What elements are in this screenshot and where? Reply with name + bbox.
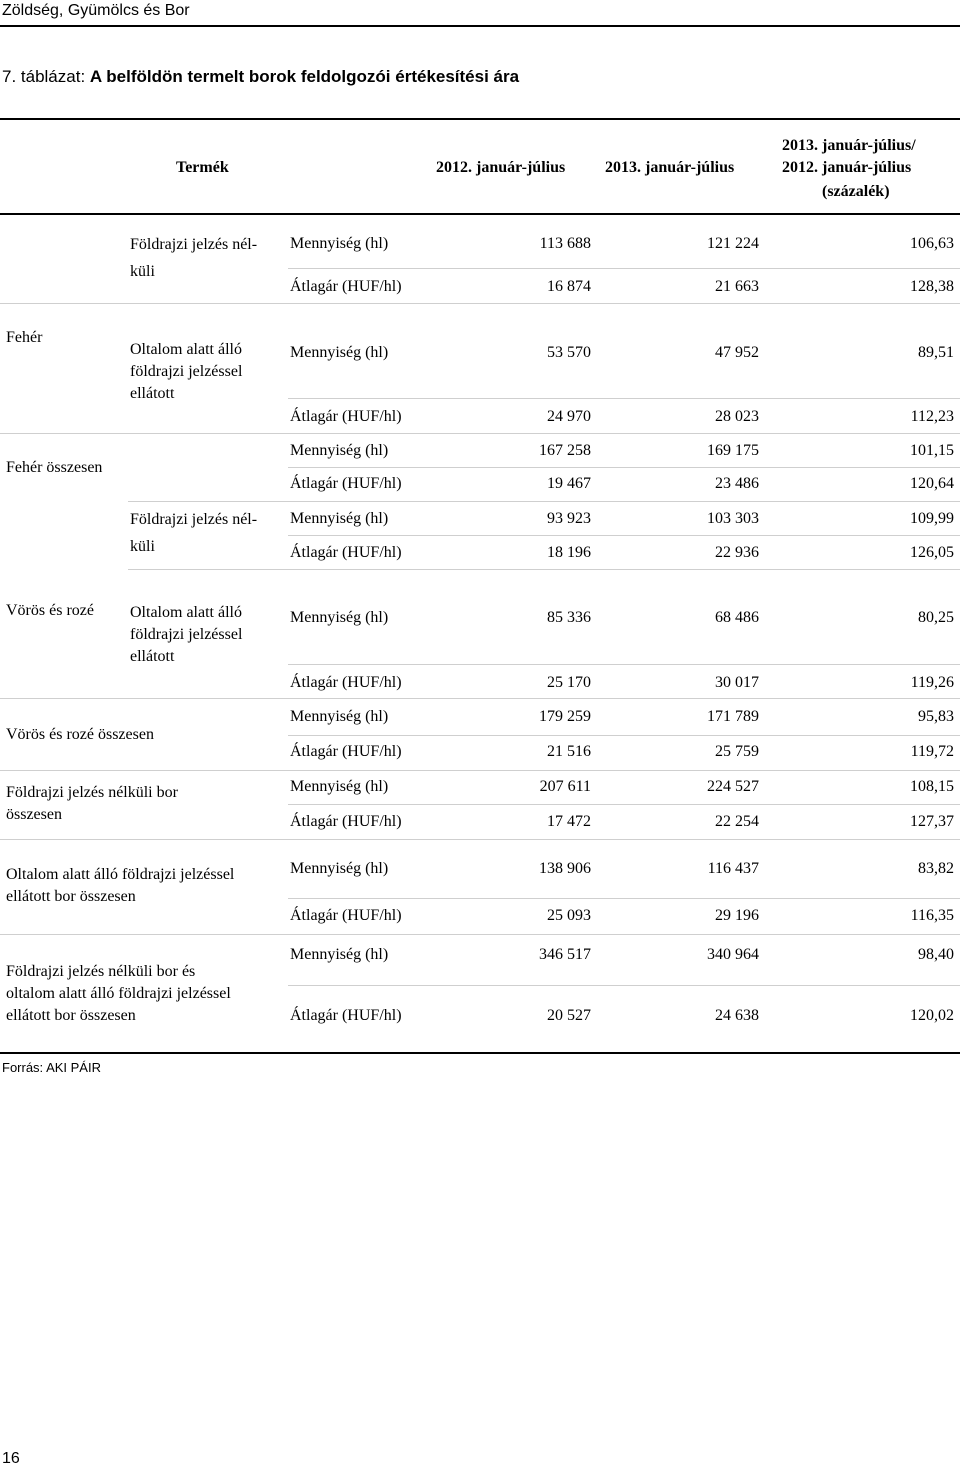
- measure-cell: Átlagár (HUF/hl): [290, 813, 402, 830]
- value-2013-cell: 121 224: [707, 235, 759, 252]
- label-fj-nelkuli-2a: Földrajzi jelzés nél-: [130, 511, 258, 528]
- page-number: 16: [2, 1450, 20, 1467]
- value-2012-cell: 93 923: [547, 510, 591, 527]
- label-oltalom-bor-osszesen-b: ellátott bor összesen: [6, 888, 136, 905]
- ratio-cell: 95,83: [918, 708, 954, 725]
- row-rule: [0, 303, 960, 304]
- label-oltalom-2b: földrajzi jelzéssel: [130, 626, 243, 643]
- ratio-cell: 119,72: [910, 743, 954, 760]
- table-top-rule: [0, 118, 960, 120]
- col-header-ratio-line2: 2012. január-július: [782, 159, 912, 176]
- measure-cell: Átlagár (HUF/hl): [290, 743, 402, 760]
- value-2013-cell: 22 254: [715, 813, 759, 830]
- label-fj-nelkuli-1b: küli: [130, 263, 155, 280]
- label-minden-osszesen-a: Földrajzi jelzés nélküli bor és: [6, 963, 196, 980]
- value-2012-cell: 20 527: [547, 1007, 591, 1024]
- measure-cell: Mennyiség (hl): [290, 235, 389, 252]
- ratio-cell: 83,82: [918, 860, 954, 877]
- table-title-prefix: 7. táblázat:: [2, 67, 90, 86]
- measure-cell: Átlagár (HUF/hl): [290, 907, 402, 924]
- label-oltalom-1c: ellátott: [130, 385, 175, 402]
- ratio-cell: 89,51: [918, 344, 954, 361]
- value-2012-cell: 25 170: [547, 674, 591, 691]
- label-fj-nelkuli-1a: Földrajzi jelzés nél-: [130, 236, 258, 253]
- value-2013-cell: 171 789: [707, 708, 759, 725]
- ratio-cell: 119,26: [910, 674, 954, 691]
- row-rule: [288, 735, 960, 736]
- value-2013-cell: 25 759: [715, 743, 759, 760]
- value-2012-cell: 16 874: [547, 278, 591, 295]
- measure-cell: Mennyiség (hl): [290, 442, 389, 459]
- label-fj-bor-osszesen-a: Földrajzi jelzés nélküli bor: [6, 784, 178, 801]
- col-header-ratio-line3: (százalék): [822, 183, 890, 200]
- ratio-cell: 120,02: [910, 1007, 954, 1024]
- row-rule: [128, 501, 960, 502]
- value-2013-cell: 23 486: [715, 475, 759, 492]
- value-2013-cell: 24 638: [715, 1007, 759, 1024]
- measure-cell: Átlagár (HUF/hl): [290, 674, 402, 691]
- value-2013-cell: 21 663: [715, 278, 759, 295]
- row-rule: [288, 535, 960, 536]
- ratio-cell: 126,05: [910, 544, 954, 561]
- value-2012-cell: 25 093: [547, 907, 591, 924]
- label-voros: Vörös és rozé: [6, 602, 94, 619]
- value-2013-cell: 169 175: [707, 442, 759, 459]
- label-oltalom-2a: Oltalom alatt álló: [130, 604, 242, 621]
- row-rule: [288, 467, 960, 468]
- table-header-bottom-rule: [0, 213, 960, 215]
- label-oltalom-2c: ellátott: [130, 648, 175, 665]
- table-title-text: A belföldön termelt borok feldolgozói értékesítési ára: [89, 67, 520, 86]
- ratio-cell: 116,35: [910, 907, 954, 924]
- measure-cell: Átlagár (HUF/hl): [290, 408, 402, 425]
- value-2013-cell: 116 437: [707, 860, 759, 877]
- value-2012-cell: 18 196: [547, 544, 591, 561]
- value-2012-cell: 19 467: [547, 475, 591, 492]
- value-2013-cell: 68 486: [715, 609, 759, 626]
- measure-cell: Átlagár (HUF/hl): [290, 1007, 402, 1024]
- ratio-cell: 120,64: [910, 475, 954, 492]
- value-2012-cell: 17 472: [547, 813, 591, 830]
- ratio-cell: 98,40: [918, 946, 954, 963]
- value-2012-cell: 53 570: [547, 344, 591, 361]
- value-2013-cell: 47 952: [715, 344, 759, 361]
- label-minden-osszesen-b: oltalom alatt álló földrajzi jelzéssel: [6, 985, 231, 1002]
- ratio-cell: 106,63: [910, 235, 954, 252]
- row-rule: [0, 839, 960, 840]
- row-rule: [0, 770, 960, 771]
- value-2012-cell: 85 336: [547, 609, 591, 626]
- row-rule: [288, 985, 960, 986]
- value-2013-cell: 28 023: [715, 408, 759, 425]
- measure-cell: Átlagár (HUF/hl): [290, 278, 402, 295]
- col-header-product: Termék: [176, 159, 229, 176]
- row-rule: [0, 433, 960, 434]
- value-2012-cell: 167 258: [539, 442, 591, 459]
- measure-cell: Átlagár (HUF/hl): [290, 475, 402, 492]
- label-oltalom-1b: földrajzi jelzéssel: [130, 363, 243, 380]
- col-header-2013: 2013. január-július: [605, 159, 735, 176]
- label-feher-osszesen: Fehér összesen: [6, 459, 103, 476]
- col-header-ratio-line1: 2013. január-július/: [782, 137, 916, 154]
- label-fj-bor-osszesen-b: összesen: [6, 806, 62, 823]
- measure-cell: Mennyiség (hl): [290, 708, 389, 725]
- col-header-2012: 2012. január-július: [436, 159, 566, 176]
- ratio-cell: 128,38: [910, 278, 954, 295]
- label-fj-nelkuli-2b: küli: [130, 538, 155, 555]
- row-rule: [288, 898, 960, 899]
- value-2012-cell: 21 516: [547, 743, 591, 760]
- measure-cell: Mennyiség (hl): [290, 860, 389, 877]
- row-rule: [288, 664, 960, 665]
- value-2012-cell: 24 970: [547, 408, 591, 425]
- value-2013-cell: 22 936: [715, 544, 759, 561]
- value-2013-cell: 340 964: [707, 946, 759, 963]
- running-title: Zöldség, Gyümölcs és Bor: [2, 2, 190, 19]
- ratio-cell: 127,37: [910, 813, 954, 830]
- value-2013-cell: 224 527: [707, 778, 759, 795]
- header-rule: [0, 25, 960, 27]
- table-title: [2, 66, 519, 88]
- label-oltalom-bor-osszesen-a: Oltalom alatt álló földrajzi jelzéssel: [6, 866, 235, 883]
- ratio-cell: 112,23: [910, 408, 954, 425]
- value-2013-cell: 29 196: [715, 907, 759, 924]
- value-2012-cell: 113 688: [539, 235, 591, 252]
- table-bottom-rule: [0, 1052, 960, 1054]
- ratio-cell: 108,15: [910, 778, 954, 795]
- ratio-cell: 101,15: [910, 442, 954, 459]
- measure-cell: Mennyiség (hl): [290, 778, 389, 795]
- ratio-cell: 80,25: [918, 609, 954, 626]
- label-oltalom-1a: Oltalom alatt álló: [130, 341, 242, 358]
- row-rule: [0, 934, 960, 935]
- value-2012-cell: 207 611: [539, 778, 591, 795]
- row-rule: [128, 569, 960, 570]
- row-rule: [0, 698, 960, 699]
- measure-cell: Mennyiség (hl): [290, 510, 389, 527]
- source-note: Forrás: AKI PÁIR: [2, 1060, 101, 1075]
- label-voros-osszesen: Vörös és rozé összesen: [6, 726, 154, 743]
- measure-cell: Mennyiség (hl): [290, 946, 389, 963]
- row-rule: [288, 268, 960, 269]
- ratio-cell: 109,99: [910, 510, 954, 527]
- value-2013-cell: 30 017: [715, 674, 759, 691]
- label-minden-osszesen-c: ellátott bor összesen: [6, 1007, 136, 1024]
- measure-cell: Átlagár (HUF/hl): [290, 544, 402, 561]
- value-2012-cell: 346 517: [539, 946, 591, 963]
- row-rule: [288, 398, 960, 399]
- value-2012-cell: 138 906: [539, 860, 591, 877]
- label-feher: Fehér: [6, 329, 43, 346]
- value-2013-cell: 103 303: [707, 510, 759, 527]
- measure-cell: Mennyiség (hl): [290, 609, 389, 626]
- measure-cell: Mennyiség (hl): [290, 344, 389, 361]
- value-2012-cell: 179 259: [539, 708, 591, 725]
- row-rule: [288, 804, 960, 805]
